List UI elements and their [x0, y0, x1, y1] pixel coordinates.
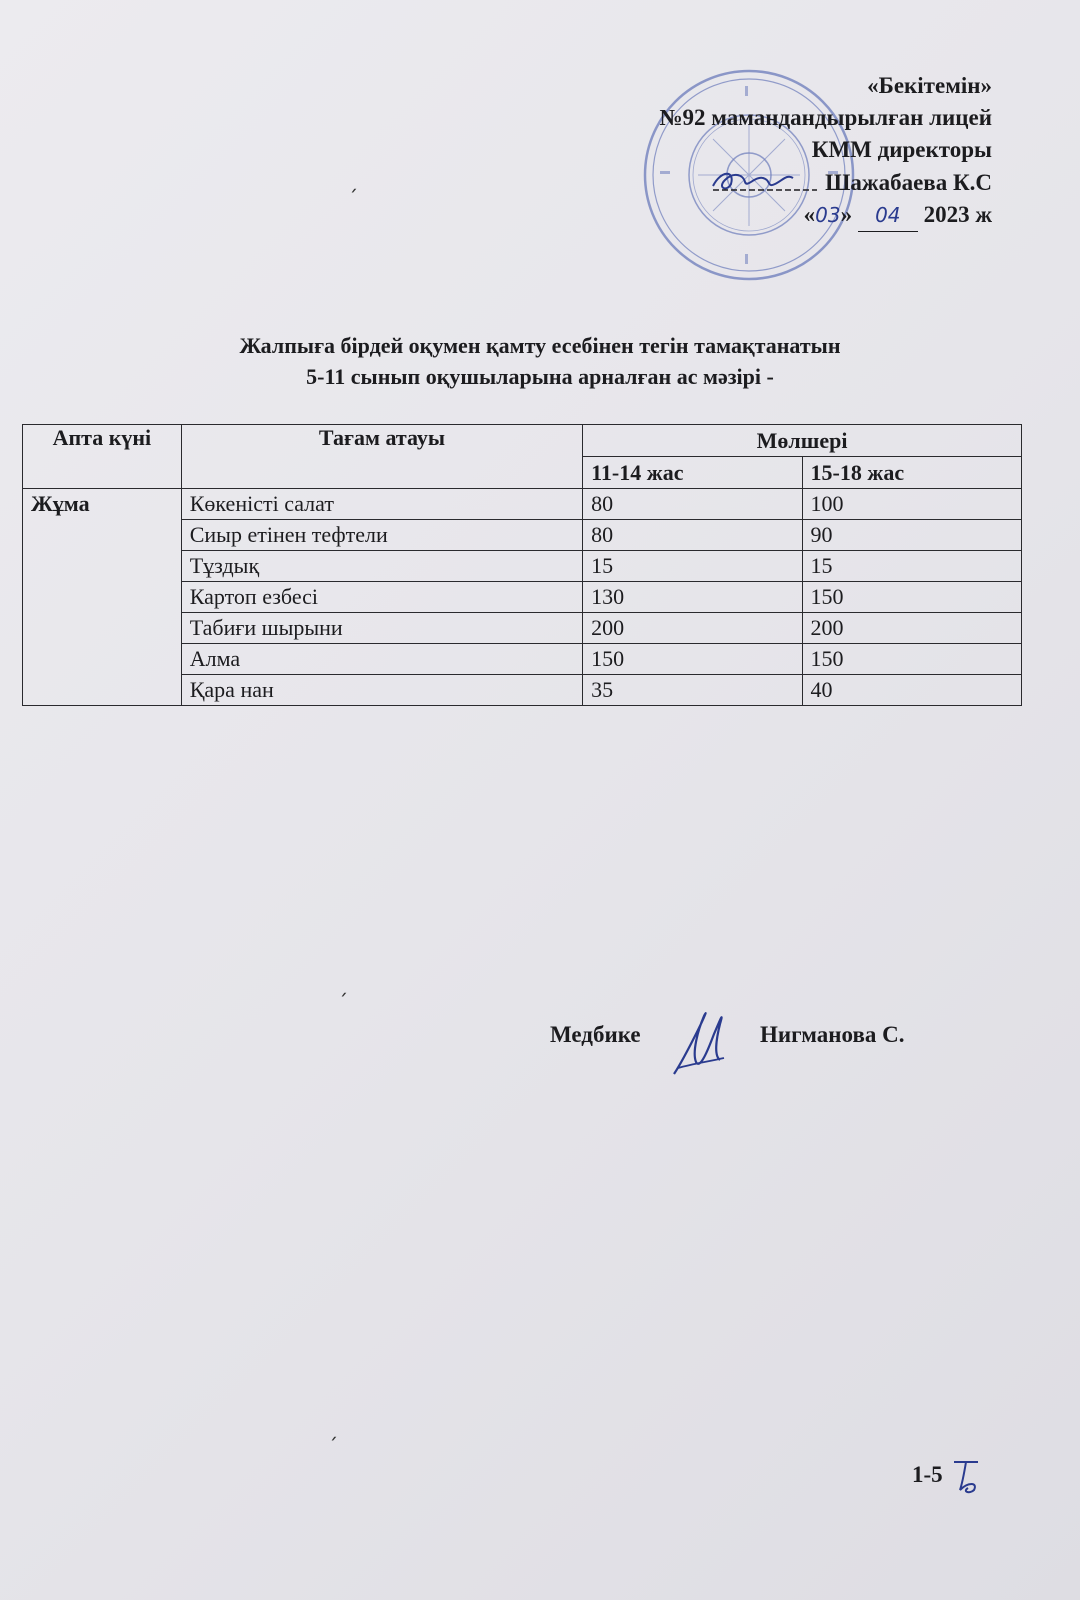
- director-signature: [709, 166, 819, 194]
- approval-day: 03: [815, 203, 841, 227]
- dish-cell: Қара нан: [181, 675, 582, 706]
- amount-11-14: 35: [583, 675, 802, 706]
- dish-cell: Көкеністі салат: [181, 489, 582, 520]
- dish-cell: Табиғи шырыни: [181, 613, 582, 644]
- approval-director-line: [512, 166, 992, 199]
- signoff-block: [550, 1022, 905, 1048]
- amount-15-18: 150: [802, 582, 1021, 613]
- scan-mark: ˊ: [348, 186, 358, 210]
- title-line-2: 5-11 сынып оқушыларына арналған ас мәзірі -: [306, 364, 774, 389]
- amount-11-14: 15: [583, 551, 802, 582]
- approval-block: [512, 70, 992, 232]
- menu-header-row: [23, 425, 1022, 457]
- header-day: Апта күні: [23, 425, 182, 489]
- scan-mark: ˊ: [338, 990, 348, 1014]
- document-title: [0, 330, 1080, 392]
- dish-cell: Сиыр етінен тефтели: [181, 520, 582, 551]
- scan-mark: ˊ: [328, 1434, 338, 1458]
- page-initials-mark: [948, 1456, 988, 1496]
- approval-month: 04: [858, 199, 918, 232]
- dish-cell: Алма: [181, 644, 582, 675]
- amount-11-14: 150: [583, 644, 802, 675]
- dish-cell: Картоп езбесі: [181, 582, 582, 613]
- amount-15-18: 150: [802, 644, 1021, 675]
- approval-heading: «Бекітемін»: [867, 73, 992, 98]
- approval-year: 2023 ж: [923, 202, 992, 227]
- amount-15-18: 100: [802, 489, 1021, 520]
- amount-11-14: 200: [583, 613, 802, 644]
- dish-cell: Тұздық: [181, 551, 582, 582]
- signoff-role: Медбике: [550, 1022, 641, 1047]
- amount-15-18: 40: [802, 675, 1021, 706]
- amount-15-18: 200: [802, 613, 1021, 644]
- title-line-1: Жалпыға бірдей оқумен қамту есебінен тегін тамақтанатын: [239, 333, 841, 358]
- approval-position: КММ директоры: [811, 137, 992, 162]
- signoff-name: Нигманова С.: [760, 1022, 905, 1047]
- header-age-11-14: 11-14 жас: [583, 457, 802, 489]
- header-age-15-18: 15-18 жас: [802, 457, 1021, 489]
- amount-11-14: 130: [583, 582, 802, 613]
- approval-date: «03» 04 2023 ж: [512, 199, 992, 232]
- director-name: Шажабаева К.С: [825, 170, 992, 195]
- table-row: [23, 489, 1022, 520]
- header-dish: Тағам атауы: [181, 425, 582, 489]
- amount-15-18: 15: [802, 551, 1021, 582]
- day-cell: Жұма: [23, 489, 182, 706]
- amount-11-14: 80: [583, 489, 802, 520]
- amount-15-18: 90: [802, 520, 1021, 551]
- menu-table: [22, 424, 1022, 706]
- page-number: 1-5: [912, 1456, 988, 1496]
- amount-11-14: 80: [583, 520, 802, 551]
- header-amount: Мөлшері: [583, 425, 1022, 457]
- approval-school: №92 мамандандырылған лицей: [659, 105, 992, 130]
